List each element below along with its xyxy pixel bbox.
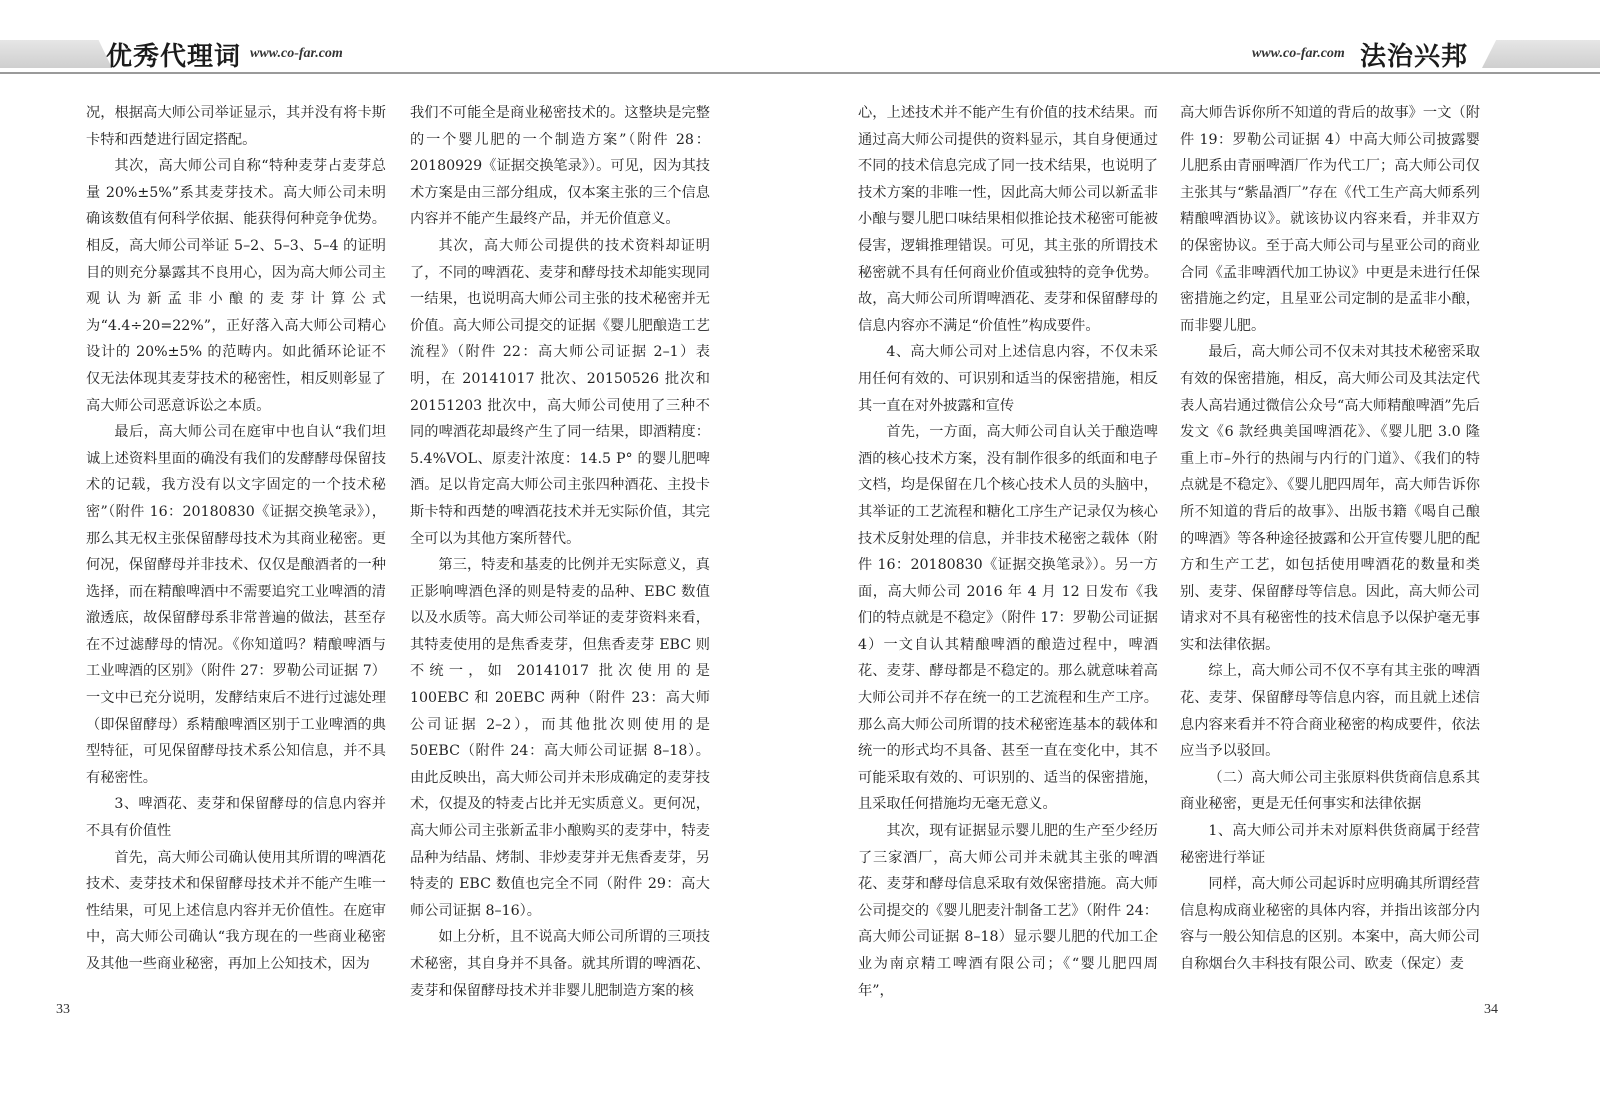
paragraph: 3、啤酒花、麦芽和保留酵母的信息内容并不具有价值性 (86, 796, 386, 840)
paragraph: （二）高大师公司主张原料供货商信息系其商业秘密，更是无任何事实和法律依据 (1180, 769, 1480, 813)
section-title: 优秀代理词 (106, 42, 242, 72)
header-rule (0, 72, 800, 74)
header-rule (800, 72, 1600, 74)
paragraph: 我们不可能全是商业秘密技术的。这整块是完整的一个婴儿肥的一个制造方案”（附件 28：20180929《证据交换笔录》）。可见，因为其技术方案是由三部分组成，仅本案主张的三个信息内容并不能产生最终产品，并无价值意义。 (410, 105, 710, 228)
header-url: www.co-far.com (1252, 46, 1345, 61)
paragraph: 其次，现有证据显示婴儿肥的生产至少经历了三家酒厂，高大师公司并未就其主张的啤酒花、麦芽和酵母信息采取有效保密措施。高大师公司提交的《婴儿肥麦汁制备工艺》（附件 24：高大师公司证据 8–18）显示婴儿肥的代加工企业为南京精工啤酒有限公司；《“婴儿肥四周年”， (858, 823, 1158, 999)
paragraph: 首先，高大师公司确认使用其所谓的啤酒花技术、麦芽技术和保留酵母技术并不能产生唯一性结果，可见上述信息内容并无价值性。在庭审中，高大师公司确认“我方现在的一些商业秘密及其他一些商业秘密，再加上公知技术，因为 (86, 849, 386, 972)
paragraph: 4、高大师公司对上述信息内容，不仅未采用任何有效的、可识别和适当的保密措施，相反其一直在对外披露和宣传 (858, 344, 1158, 414)
right-header (800, 34, 1600, 74)
paragraph: 最后，高大师公司在庭审中也自认“我们坦诚上述资料里面的确没有我们的发酵酵母保留技术的记载，我方没有以文字固定的一个技术秘密”（附件 16：20180830《证据交换笔录》），那么其无权主张保留酵母技术为其商业秘密。更何况，保留酵母并非技术、仅仅是酿酒者的一种选择，而在精酿啤酒中不需要追究工业啤酒的清澈透底，故保留酵母系非常普遍的做法，甚至存在不过滤酵母的情况。《你知道吗？精酿啤酒与工业啤酒的区别》（附件 27：罗勒公司证据 7）一文中已充分说明，发酵结束后不进行过滤处理（即保留酵母）系精酿啤酒区别于工业啤酒的典型特征，可见保留酵母技术系公知信息，并不具有秘密性。 (86, 424, 386, 786)
left-column-2 (410, 100, 710, 1004)
right-column-2 (1180, 100, 1480, 978)
paragraph: 其次，高大师公司提供的技术资料却证明了，不同的啤酒花、麦芽和酵母技术却能实现同一结果，也说明高大师公司主张的技术秘密并无价值。高大师公司提交的证据《婴儿肥酿造工艺流程》（附件 22：高大师公司证据 2–1）表明，在 20141017 批次、20150526 批次和 20151203 批次中，高大师公司使用了三种不同的啤酒花却最终产生了同一结果，即酒精度：5.4%VOL、原麦汁浓度：14.5 P° 的婴儿肥啤酒。足以肯定高大师公司主张四种酒花、主投卡斯卡特和西楚的啤酒花技术并无实际价值，其完全可以为其他方案所替代。 (410, 237, 710, 547)
header-url: www.co-far.com (250, 46, 343, 61)
paragraph: 综上，高大师公司不仅不享有其主张的啤酒花、麦芽、保留酵母等信息内容，而且就上述信息内容来看并不符合商业秘密的构成要件，依法应当予以驳回。 (1180, 663, 1480, 760)
section-title: 法治兴邦 (1360, 42, 1469, 72)
header-decor-bar (0, 40, 112, 68)
paragraph: 同样，高大师公司起诉时应明确其所谓经营信息构成商业秘密的具体内容，并指出该部分内容与一般公知信息的区别。本案中，高大师公司自称烟台久丰科技有限公司、欧麦（保定）麦 (1180, 876, 1480, 972)
page-number: 33 (56, 1002, 70, 1017)
paragraph: 高大师告诉你所不知道的背后的故事》一文（附件 19：罗勒公司证据 4）中高大师公司披露婴儿肥系由青丽啤酒厂作为代工厂；高大师公司仅主张其与“紫晶酒厂”存在《代工生产高大师系列精酿啤酒协议》。就该协议内容来看，并非双方的保密协议。至于高大师公司与星亚公司的商业合同《孟非啤酒代加工协议》中更是未进行任保密措施之约定，且星亚公司定制的是孟非小酿，而非婴儿肥。 (1180, 105, 1480, 334)
paragraph: 最后，高大师公司不仅未对其技术秘密采取有效的保密措施，相反，高大师公司及其法定代表人高岩通过微信公众号“高大师精酿啤酒”先后发文《6 款经典美国啤酒花》、《婴儿肥 3.0 隆重上市–外行的热闹与内行的门道》、《我们的特点就是不稳定》、《婴儿肥四周年，高大师告诉你所不知道的背后的故事》、出版书籍《喝自己酿的啤酒》等各种途径披露和公开宣传婴儿肥的配方和生产工艺，如包括使用啤酒花的数量和类别、麦芽、保留酵母等信息。因此，高大师公司请求对不具有秘密性的技术信息予以保护毫无事实和法律依据。 (1180, 344, 1480, 653)
left-column-1 (86, 100, 386, 978)
right-column-1 (858, 100, 1158, 1004)
paragraph: 1、高大师公司并未对原料供货商属于经营秘密进行举证 (1180, 823, 1480, 866)
right-page (800, 0, 1600, 1093)
header-decor-bar (1482, 40, 1600, 68)
left-header (0, 34, 800, 74)
page-number: 34 (1484, 1002, 1498, 1017)
paragraph: 首先，一方面，高大师公司自认关于酿造啤酒的核心技术方案，没有制作很多的纸面和电子文档，均是保留在几个核心技术人员的头脑中，其举证的工艺流程和糖化工序生产记录仅为核心技术反射处理的信息，并非技术秘密之载体（附件 16：20180830《证据交换笔录》）。另一方面，高大师公司 2016 年 4 月 12 日发布《我们的特点就是不稳定》（附件 17：罗勒公司证据 4）一文自认其精酿啤酒的酿造过程中，啤酒花、麦芽、酵母都是不稳定的。那么就意味着高大师公司并不存在统一的工艺流程和生产工序。那么高大师公司所谓的技术秘密连基本的载体和统一的形式均不具备、甚至一直在变化中，其不可能采取有效的、可识别的、适当的保密措施，且采取任何措施均无毫无意义。 (858, 424, 1158, 813)
paragraph: 如上分析，且不说高大师公司所谓的三项技术秘密，其自身并不具备。就其所谓的啤酒花、麦芽和保留酵母技术并非婴儿肥制造方案的核 (410, 929, 710, 999)
paragraph: 其次，高大师公司自称“特种麦芽占麦芽总量 20%±5%”系其麦芽技术。高大师公司未明确该数值有何科学依据、能获得何种竞争优势。相反，高大师公司举证 5–2、5–3、5–4 的证明目的则充分暴露其不良用心，因为高大师公司主观认为新孟非小酿的麦芽计算公式为“4.4÷20=22%”，正好落入高大师公司精心设计的 20%±5% 的范畴内。如此循环论证不仅无法体现其麦芽技术的秘密性，相反则彰显了高大师公司恶意诉讼之本质。 (86, 158, 386, 414)
paragraph: 第三，特麦和基麦的比例并无实际意义，真正影响啤酒色泽的则是特麦的品种、EBC 数值以及水质等。高大师公司举证的麦芽资料来看，其特麦使用的是焦香麦芽，但焦香麦芽 EBC 则不统一，如 20141017 批次使用的是 100EBC 和 20EBC 两种（附件 23：高大师公司证据 2–2），而其他批次则使用的是 50EBC（附件 24：高大师公司证据 8–18）。由此反映出，高大师公司并未形成确定的麦芽技术，仅提及的特麦占比并无实质意义。更何况，高大师公司主张新孟非小酿购买的麦芽中，特麦品种为结晶、烤制、非炒麦芽并无焦香麦芽，另特麦的 EBC 数值也完全不同（附件 29：高大师公司证据 8–16）。 (410, 557, 710, 919)
paragraph: 况，根据高大师公司举证显示，其并没有将卡斯卡特和西楚进行固定搭配。 (86, 105, 386, 148)
paragraph: 心，上述技术并不能产生有价值的技术结果。而通过高大师公司提供的资料显示，其自身便通过不同的技术信息完成了同一技术结果，也说明了技术方案的非唯一性，因此高大师公司以新孟非小酿与婴儿肥口味结果相似推论技术秘密可能被侵害，逻辑推理错误。可见，其主张的所谓技术秘密就不具有任何商业价值或独特的竞争优势。故，高大师公司所谓啤酒花、麦芽和保留酵母的信息内容亦不满足“价值性”构成要件。 (858, 105, 1158, 334)
